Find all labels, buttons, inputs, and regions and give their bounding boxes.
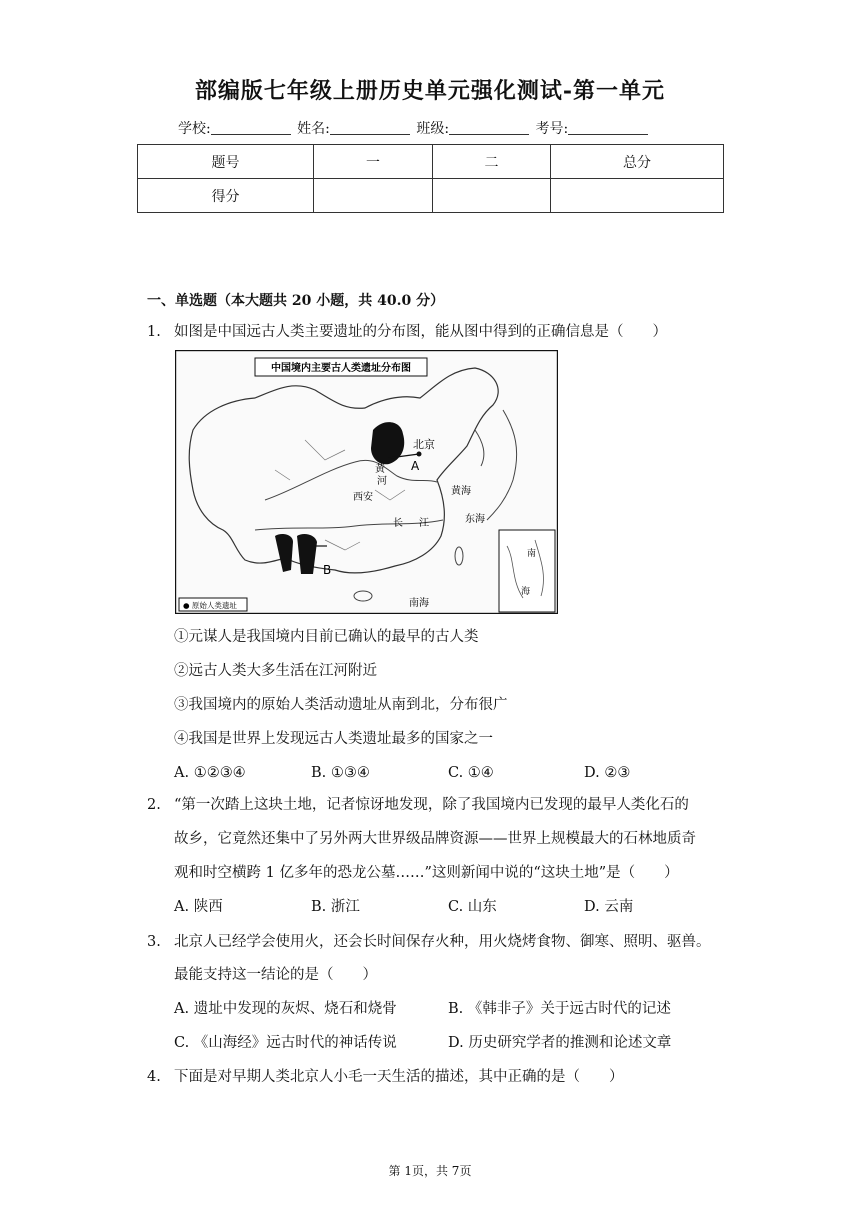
school-blank[interactable] [211, 121, 291, 135]
name-blank[interactable] [330, 121, 410, 135]
inset-label-hai: 海 [521, 587, 531, 597]
map-title: 中国境内主要古人类遗址分布图 [271, 363, 411, 374]
option-b[interactable]: B. 浙江 [311, 899, 360, 915]
question-text: 下面是对早期人类北京人小毛一天生活的描述，其中正确的是（ ） [174, 1069, 624, 1085]
label-he: 河 [377, 476, 387, 487]
student-info-line [178, 118, 650, 138]
ancient-sites-map [175, 350, 558, 614]
label-beijing: 北京 [413, 438, 435, 451]
statement: ④我国是世界上发现远古人类遗址最多的国家之一 [174, 731, 493, 747]
inset-label-nan: 南 [527, 549, 537, 559]
label-a: A [411, 459, 420, 473]
label-chang: 长 [393, 518, 403, 529]
label-b: B [323, 563, 332, 577]
question-number: 4. [147, 1069, 161, 1085]
page-title: 部编版七年级上册历史单元强化测试-第一单元 [194, 78, 666, 104]
question-text: 如图是中国远古人类主要遗址的分布图，能从图中得到的正确信息是（ ） [174, 324, 667, 340]
label-xian: 西安 [353, 492, 373, 503]
score-header-cell: 总分 [551, 145, 724, 179]
score-header-cell: 题号 [138, 145, 314, 179]
option-d[interactable]: D. 历史研究学者的推测和论述文章 [448, 1035, 672, 1051]
name-label: 姓名: [297, 121, 330, 137]
question-number: 2. [147, 797, 161, 813]
class-label: 班级: [416, 121, 450, 137]
option-b[interactable]: B. ①③④ [311, 765, 370, 781]
option-a[interactable]: A. ①②③④ [174, 765, 246, 781]
option-c[interactable]: C. 《山海经》远古时代的神话传说 [174, 1035, 397, 1051]
label-huanghai: 黄海 [451, 486, 471, 497]
score-table-row [138, 179, 724, 213]
class-blank[interactable] [449, 121, 529, 135]
option-a[interactable]: A. 遗址中发现的灰烬、烧石和烧骨 [174, 1001, 397, 1017]
label-jiang: 江 [419, 518, 429, 529]
question-line: 北京人已经学会使用火，还会长时间保存火种，用火烧烤食物、御寒、照明、驱兽。 [174, 934, 711, 950]
option-d[interactable]: D. ②③ [584, 765, 631, 781]
question-line: 最能支持这一结论的是（ ） [174, 967, 377, 983]
question-number: 3. [147, 934, 161, 950]
question-line: 观和时空横跨 1 亿多年的恐龙公墓……”这则新闻中说的“这块土地”是（ ） [174, 865, 679, 881]
map-legend: ● 原始人类遗址 [183, 601, 237, 610]
option-c[interactable]: C. ①④ [448, 765, 494, 781]
score-cell[interactable] [551, 179, 724, 213]
statement: ①元谋人是我国境内目前已确认的最早的古人类 [174, 629, 479, 645]
label-donghai: 东海 [465, 514, 485, 525]
statement: ②远古人类大多生活在江河附近 [174, 663, 377, 679]
label-nanhai: 南海 [409, 598, 429, 609]
score-table-header-row [138, 145, 724, 179]
number-blank[interactable] [568, 121, 648, 135]
number-label: 考号: [535, 121, 569, 137]
score-cell[interactable] [314, 179, 433, 213]
option-c[interactable]: C. 山东 [448, 899, 497, 915]
page-footer: 第 1页，共 7页 [388, 1164, 472, 1178]
school-label: 学校: [178, 121, 211, 137]
score-table [137, 144, 724, 213]
label-huang: 黄 [375, 464, 385, 475]
option-a[interactable]: A. 陕西 [174, 899, 223, 915]
option-d[interactable]: D. 云南 [584, 899, 634, 915]
statement: ③我国境内的原始人类活动遗址从南到北，分布很广 [174, 697, 508, 713]
question-line: “第一次踏上这块土地，记者惊讶地发现，除了我国境内已发现的最早人类化石的 [174, 797, 689, 813]
question-number: 1. [147, 324, 161, 340]
score-header-cell: 一 [314, 145, 433, 179]
score-cell[interactable] [433, 179, 551, 213]
score-header-cell: 二 [433, 145, 551, 179]
score-row-label: 得分 [138, 179, 314, 213]
option-b[interactable]: B. 《韩非子》关于远古时代的记述 [448, 1001, 671, 1017]
section-heading: 一、单选题（本大题共 20 小题，共 40.0 分） [147, 293, 445, 309]
question-line: 故乡，它竟然还集中了另外两大世界级品牌资源——世界上规模最大的石林地质奇 [174, 831, 696, 847]
